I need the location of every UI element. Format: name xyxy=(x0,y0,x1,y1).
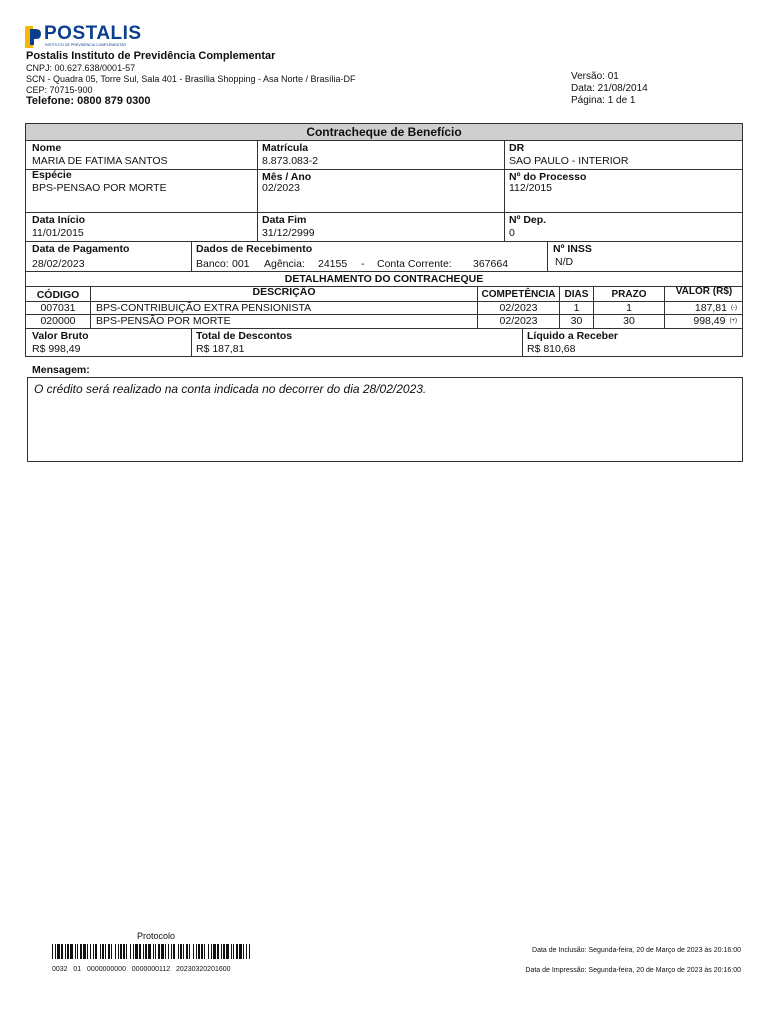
barcode-bar xyxy=(143,944,144,959)
row-valor xyxy=(665,302,737,314)
page-number: Página: 1 de 1 xyxy=(571,95,636,106)
address: SCN - Quadra 05, Torre Sul, Sala 401 - Brasília Shopping - Asa Norte / Brasília-DF xyxy=(26,74,356,84)
barcode-bar xyxy=(226,944,229,959)
row-competencia: 02/2023 xyxy=(499,302,538,314)
barcode-bar xyxy=(133,944,134,959)
version: Versão: 01 xyxy=(571,71,619,82)
inss-value: N/D xyxy=(555,256,574,268)
liquido-value: R$ 810,68 xyxy=(527,343,576,355)
row-descricao: BPS-PENSÃO POR MORTE xyxy=(96,315,231,327)
barcode-bar xyxy=(193,944,194,959)
nome-label: Nome xyxy=(32,142,62,154)
barcode-bar xyxy=(145,944,147,959)
matricula-label: Matrícula xyxy=(262,142,309,154)
data-fim-value: 31/12/2999 xyxy=(262,227,315,239)
matricula-value: 8.873.083-2 xyxy=(262,155,319,167)
mensagem-label: Mensagem: xyxy=(32,364,90,376)
barcode-bar xyxy=(75,944,76,959)
barcode-bar xyxy=(180,944,182,959)
barcode-bar xyxy=(139,944,141,959)
barcode-bar xyxy=(201,944,203,959)
barcode-bar xyxy=(173,944,175,959)
liquido-label: Líquido a Receber xyxy=(527,330,619,342)
agencia-value: 24155 xyxy=(318,258,348,270)
barcode-bar xyxy=(70,944,73,959)
barcode-bar xyxy=(223,944,225,959)
barcode-bar xyxy=(246,944,247,959)
nome-value: MARIA DE FATIMA SANTOS xyxy=(32,155,168,167)
mensagem-text: O crédito será realizado na conta indicada no decorrer do dia 28/02/2023. xyxy=(34,382,427,396)
col-codigo: CÓDIGO xyxy=(36,289,80,301)
barcode-bar xyxy=(198,944,200,959)
cnpj: CNPJ: 00.627.638/0001-57 xyxy=(26,63,136,73)
dr-label: DR xyxy=(509,142,525,154)
row-descricao: BPS-CONTRIBUIÇÃO EXTRA PENSIONISTA xyxy=(96,302,312,314)
barcode-bar xyxy=(83,944,86,959)
col-dias: DIAS xyxy=(564,289,589,300)
barcode-bar xyxy=(153,944,154,959)
barcode-bar xyxy=(189,944,190,959)
barcode-bar xyxy=(80,944,82,959)
total-descontos-value: R$ 187,81 xyxy=(196,343,245,355)
pagamento-label: Data de Pagamento xyxy=(32,243,130,255)
barcode-bar xyxy=(233,944,234,959)
doc-date: Data: 21/08/2014 xyxy=(571,83,648,94)
mes-ano-label: Mês / Ano xyxy=(262,171,312,183)
inss-label: Nº INSS xyxy=(553,243,592,255)
especie-label: Espécie xyxy=(32,169,72,181)
barcode-bar xyxy=(208,944,209,959)
row-valor-amount: 998,49 xyxy=(693,315,726,327)
brand-name: POSTALIS xyxy=(44,23,142,44)
processo-label: Nº do Processo xyxy=(509,171,587,183)
dependentes-value: 0 xyxy=(509,227,515,239)
barcode-bar xyxy=(120,944,122,959)
barcode-bar xyxy=(211,944,212,959)
barcode-bar xyxy=(95,944,97,959)
barcode-bar xyxy=(178,944,179,959)
barcode-bar xyxy=(135,944,138,959)
conta-value: 367664 xyxy=(473,258,509,270)
barcode-bar xyxy=(65,944,66,959)
valor-bruto-label: Valor Bruto xyxy=(32,330,89,342)
recebimento-label: Dados de Recebimento xyxy=(196,243,313,255)
barcode-bar xyxy=(196,944,197,959)
barcode-bar xyxy=(93,944,94,959)
barcode-bar xyxy=(155,944,156,959)
org-name: Postalis Instituto de Previdência Complementar xyxy=(26,50,276,62)
dependentes-label: Nº Dep. xyxy=(509,214,547,226)
row-competencia: 02/2023 xyxy=(499,315,538,327)
barcode-bar xyxy=(115,944,116,959)
barcode-bar xyxy=(67,944,69,959)
col-prazo: PRAZO xyxy=(611,289,647,300)
data-impressao: Data de Impressão: Segunda-feira, 20 de Março de 2023 às 20:16:00 xyxy=(525,967,741,974)
detail-title: DETALHAMENTO DO CONTRACHEQUE xyxy=(284,273,484,285)
barcode-bar xyxy=(57,944,60,959)
barcode-bar xyxy=(171,944,172,959)
banco-label: Banco: xyxy=(196,258,229,270)
barcode-bar xyxy=(100,944,101,959)
brand-subtitle: INSTITUTO DE PREVIDÊNCIA COMPLEMENTAR xyxy=(45,43,127,47)
valor-bruto-value: R$ 998,49 xyxy=(32,343,81,355)
barcode-bar xyxy=(61,944,63,959)
row-valor-sign: (-) xyxy=(731,305,737,312)
row-prazo: 30 xyxy=(623,315,635,327)
barcode-bar xyxy=(236,944,238,959)
row-dias: 30 xyxy=(570,315,583,327)
postalis-logo-mark xyxy=(24,26,42,48)
especie-value: BPS-PENSAO POR MORTE xyxy=(32,182,167,194)
barcode-bar xyxy=(186,944,188,959)
barcode-bar xyxy=(158,944,160,959)
row-codigo: 007031 xyxy=(40,302,76,314)
agencia-label: Agência: xyxy=(264,258,305,270)
row-valor xyxy=(665,315,737,327)
pagamento-value: 28/02/2023 xyxy=(32,258,85,270)
barcode-bar xyxy=(111,944,112,959)
total-descontos-label: Total de Descontos xyxy=(196,330,293,342)
barcode-bar xyxy=(123,944,125,959)
barcode xyxy=(52,944,252,959)
dr-value: SAO PAULO - INTERIOR xyxy=(509,155,629,167)
barcode-bar xyxy=(102,944,104,959)
phone: Telefone: 0800 879 0300 xyxy=(26,95,151,107)
conta-label: Conta Corrente: xyxy=(377,258,452,270)
row-prazo: 1 xyxy=(626,302,632,314)
barcode-bar xyxy=(90,944,91,959)
barcode-bar xyxy=(87,944,88,959)
barcode-bar xyxy=(126,944,127,959)
barcode-bar xyxy=(105,944,106,959)
doc-title: Contracheque de Benefício xyxy=(26,124,742,140)
col-competencia: COMPETÊNCIA xyxy=(481,289,556,300)
col-valor: VALOR (R$) xyxy=(675,286,733,297)
data-fim-label: Data Fim xyxy=(262,214,307,226)
barcode-bar xyxy=(221,944,222,959)
barcode-bar xyxy=(148,944,151,959)
data-inclusao: Data de Inclusão: Segunda-feira, 20 de Março de 2023 às 20:16:00 xyxy=(532,947,741,954)
barcode-bar xyxy=(55,944,56,959)
barcode-bar xyxy=(204,944,205,959)
barcode-bar xyxy=(168,944,169,959)
separator: - xyxy=(361,258,365,270)
barcode-bar xyxy=(183,944,184,959)
barcode-bar xyxy=(161,944,164,959)
cep: CEP: 70715-900 xyxy=(26,85,93,95)
barcode-bar xyxy=(239,944,242,959)
barcode-bar xyxy=(217,944,219,959)
row-codigo: 020000 xyxy=(40,315,76,327)
processo-value: 112/2015 xyxy=(509,182,553,194)
barcode-bar xyxy=(231,944,232,959)
barcode-bar xyxy=(213,944,216,959)
barcode-bar xyxy=(249,944,250,959)
barcode-bar xyxy=(243,944,244,959)
protocolo-label: Protocolo xyxy=(137,931,176,941)
row-valor-amount: 187,81 xyxy=(694,302,727,314)
barcode-bar xyxy=(118,944,119,959)
barcode-digits: 0032 01 0000000000 0000000112 20230320201600 xyxy=(52,966,231,973)
barcode-bar xyxy=(52,944,53,959)
mes-ano-value: 02/2023 xyxy=(262,182,300,194)
row-dias: 1 xyxy=(573,302,580,314)
row-valor-sign: (+) xyxy=(729,318,737,325)
barcode-bar xyxy=(130,944,131,959)
banco-value: 001 xyxy=(232,258,250,270)
barcode-bar xyxy=(165,944,166,959)
postalis-logo xyxy=(24,25,146,49)
data-inicio-value: 11/01/2015 xyxy=(32,227,84,239)
data-inicio-label: Data Início xyxy=(32,214,86,226)
barcode-bar xyxy=(108,944,110,959)
barcode-bar xyxy=(77,944,78,959)
col-descricao: DESCRIÇÃO xyxy=(252,286,316,298)
